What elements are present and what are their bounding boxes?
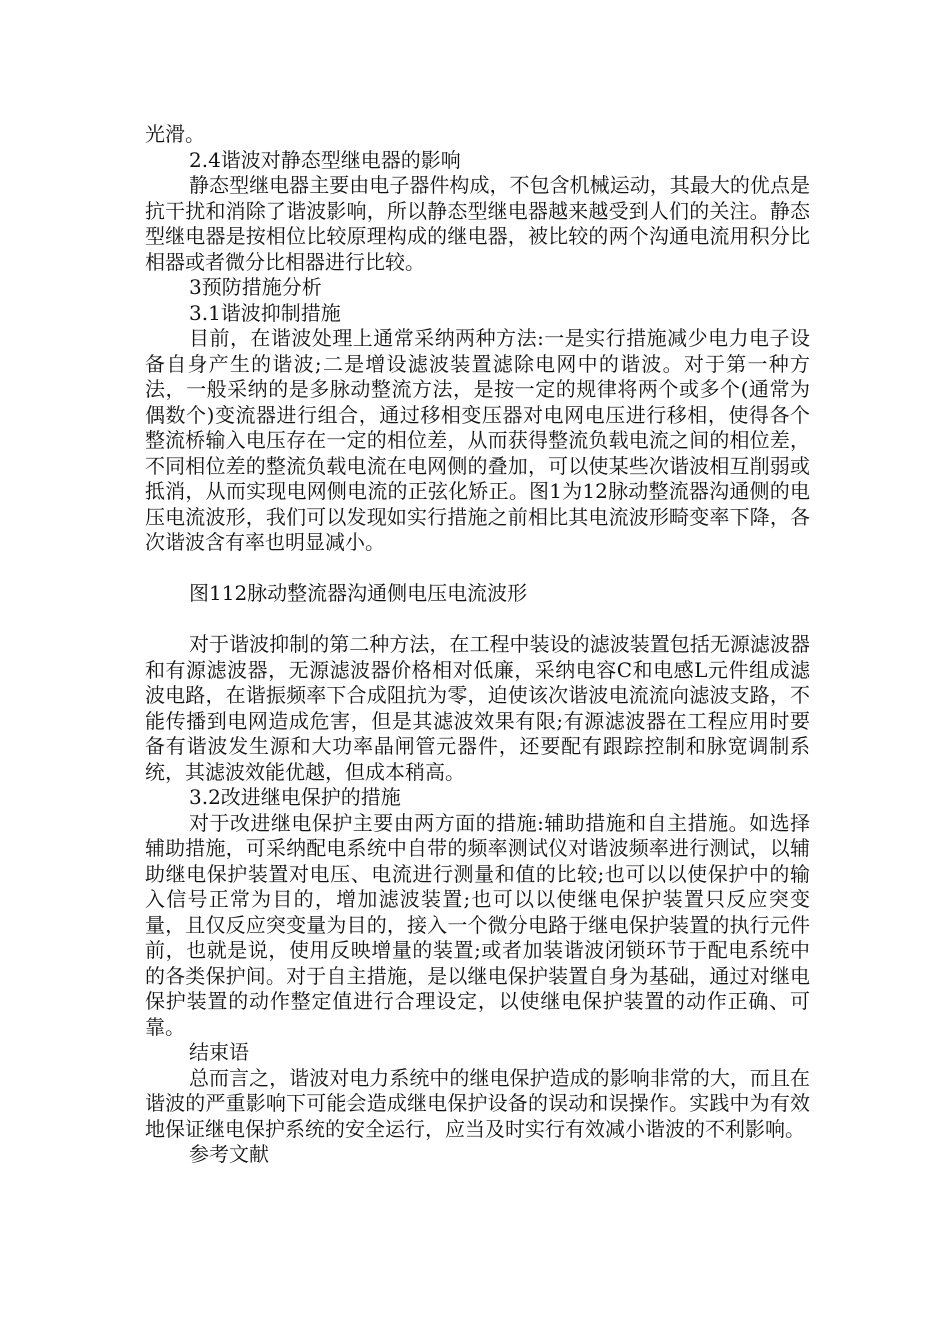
paragraph-harmonic-suppression: 目前，在谐波处理上通常采纳两种方法:一是实行措施减少电力电子设备自身产生的谐波;二是增设滤波装置滤除电网中的谐波。对于第一种方法，一般采纳的是多脉动整流方法，是按一定的规律将两个或多个(通常为偶数个)变流器进行组合，通过移相变压器对电网电压进行移相，使得各个整流桥输入电压存在一定的相位差，从而获得整流负载电流之间的相位差，不同相位差的整流负载电流在电网侧的叠加，可以使某些次谐波相互削弱或抵消，从而实现电网侧电流的正弦化矫正。图1为12脉动整流器沟通侧的电压电流波形，我们可以发现如实行措施之前相比其电流波形畸变率下降，各次谐波含有率也明显减小。 [145, 326, 810, 554]
paragraph-filter-devices: 对于谐波抑制的第二种方法，在工程中装设的滤波装置包括无源滤波器和有源滤波器，无源滤波器价格相对低廉，采纳电容C和电感L元件组成滤波电路，在谐振频率下合成阻抗为零，迫使该次谐波电流流向滤波支路，不能传播到电网造成危害，但是其滤波效果有限;有源滤波器在工程应用时要备有谐波发生源和大功率晶闸管元器件，还要配有跟踪控制和脉宽调制系统，其滤波效能优越，但成本稍高。 [145, 632, 810, 784]
section-heading-conclusion: 结束语 [189, 1040, 249, 1064]
paragraph-static-relay: 静态型继电器主要由电子器件构成，不包含机械运动，其最大的优点是抗干扰和消除了谐波影响，所以静态型继电器越来越受到人们的关注。静态型继电器是按相位比较原理构成的继电器，被比较的两个沟通电流用积分比相器或者微分比相器进行比较。 [145, 173, 810, 274]
paragraph-protection-measures: 对于改进继电保护主要由两方面的措施:辅助措施和自主措施。如选择辅助措施，可采纳配电系统中自带的频率测试仪对谐波频率进行测试，以辅助继电保护装置对电压、电流进行测量和值的比较;也可以以使保护中的输入信号正常为目的，增加滤波装置;也可以以使继电保护装置只反应突变量，且仅反应突变量为目的，接入一个微分电路于继电保护装置的执行元件前，也就是说，使用反映增量的装置;或者加装谐波闭锁环节于配电系统中的各类保护间。对于自主措施，是以继电保护装置自身为基础，通过对继电保护装置的动作整定值进行合理设定，以使继电保护装置的动作正确、可靠。 [145, 810, 810, 1039]
paragraph-conclusion: 总而言之，谐波对电力系统中的继电保护造成的影响非常的大，而且在谐波的严重影响下可能会造成继电保护设备的误动和误操作。实践中为有效地保证继电保护系统的安全运行，应当及时实行有效减小谐波的不利影响。 [145, 1065, 810, 1141]
blank-line [145, 556, 810, 582]
section-heading-2-4: 2.4谐波对静态型继电器的影响 [189, 147, 461, 172]
figure-caption: 图112脉动整流器沟通侧电压电流波形 [189, 581, 528, 605]
section-heading-3: 3预防措施分析 [189, 275, 322, 299]
section-heading-3-2: 3.2改进继电保护的措施 [189, 785, 401, 809]
section-heading-3-1: 3.1谐波抑制措施 [189, 300, 341, 325]
blank-line [145, 607, 810, 633]
document-page [145, 122, 810, 1168]
paragraph-continuation: 光滑。 [145, 122, 205, 146]
section-heading-references: 参考文献 [189, 1142, 269, 1166]
